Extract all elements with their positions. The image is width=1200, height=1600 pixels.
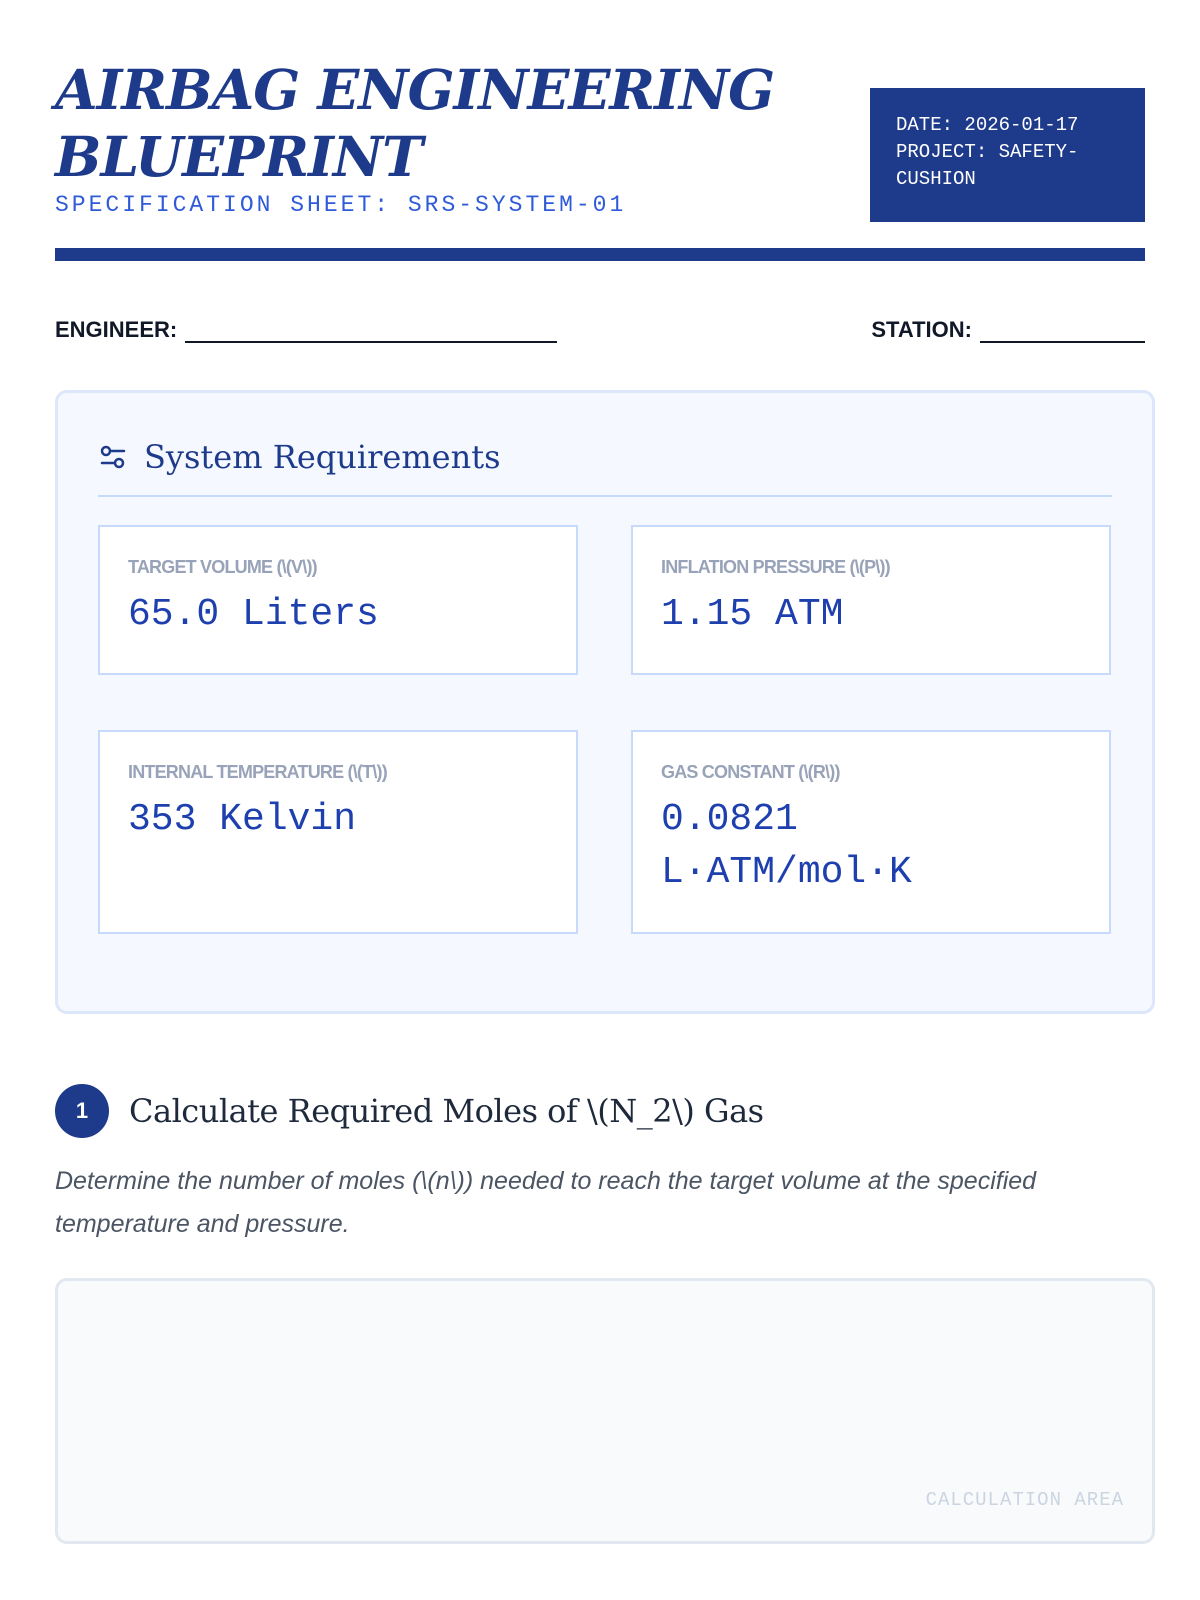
station-signature-line[interactable] <box>980 321 1145 343</box>
card-label: INTERNAL TEMPERATURE (\(T\)) <box>128 762 387 782</box>
gas-constant-card <box>631 730 1111 934</box>
internal-temperature-card <box>98 730 578 934</box>
station-field <box>871 317 1145 343</box>
header-rule <box>55 248 1145 261</box>
requirements-grid <box>98 525 1112 935</box>
step-description: Determine the number of moles (\(n\)) needed to reach the target volume at the specified temperature and pressure. <box>55 1167 1037 1238</box>
engineer-signature-line[interactable] <box>185 321 557 343</box>
project-line: PROJECT: SAFETY-CUSHION <box>896 141 1079 190</box>
card-value: 0.0821 L·ATM/mol·K <box>661 798 912 894</box>
calculation-area-label: CALCULATION AREA <box>925 1489 1124 1511</box>
step-number-badge: 1 <box>55 1084 109 1138</box>
card-label: GAS CONSTANT (\(R\)) <box>661 762 840 782</box>
sign-row <box>55 317 1145 381</box>
step-1-heading <box>55 1084 764 1138</box>
panel-header <box>98 433 1112 481</box>
engineer-label: ENGINEER: <box>55 317 178 342</box>
date-line: DATE: 2026-01-17 <box>896 114 1079 136</box>
panel-divider <box>98 495 1112 497</box>
step-title: Calculate Required Moles of \(N_2\) Gas <box>129 1092 764 1130</box>
calculation-area[interactable] <box>55 1278 1155 1544</box>
inflation-pressure-card <box>631 525 1111 675</box>
project-meta-box <box>870 88 1145 222</box>
card-label: INFLATION PRESSURE (\(P\)) <box>661 557 890 577</box>
page-title: AIRBAG ENGINEERING BLUEPRINT <box>55 57 775 189</box>
sliders-icon <box>98 442 128 472</box>
panel-title: System Requirements <box>144 438 501 476</box>
card-value: 1.15 ATM <box>661 593 844 636</box>
card-value: 65.0 Liters <box>128 593 379 636</box>
station-label: STATION: <box>871 317 972 342</box>
card-value: 353 Kelvin <box>128 798 357 841</box>
card-label: TARGET VOLUME (\(V\)) <box>128 557 317 577</box>
header <box>55 0 1145 262</box>
system-requirements-panel <box>55 390 1155 1014</box>
spec-sheet-subtitle: SPECIFICATION SHEET: SRS-SYSTEM-01 <box>55 192 627 218</box>
engineer-field <box>55 317 557 343</box>
target-volume-card <box>98 525 578 675</box>
